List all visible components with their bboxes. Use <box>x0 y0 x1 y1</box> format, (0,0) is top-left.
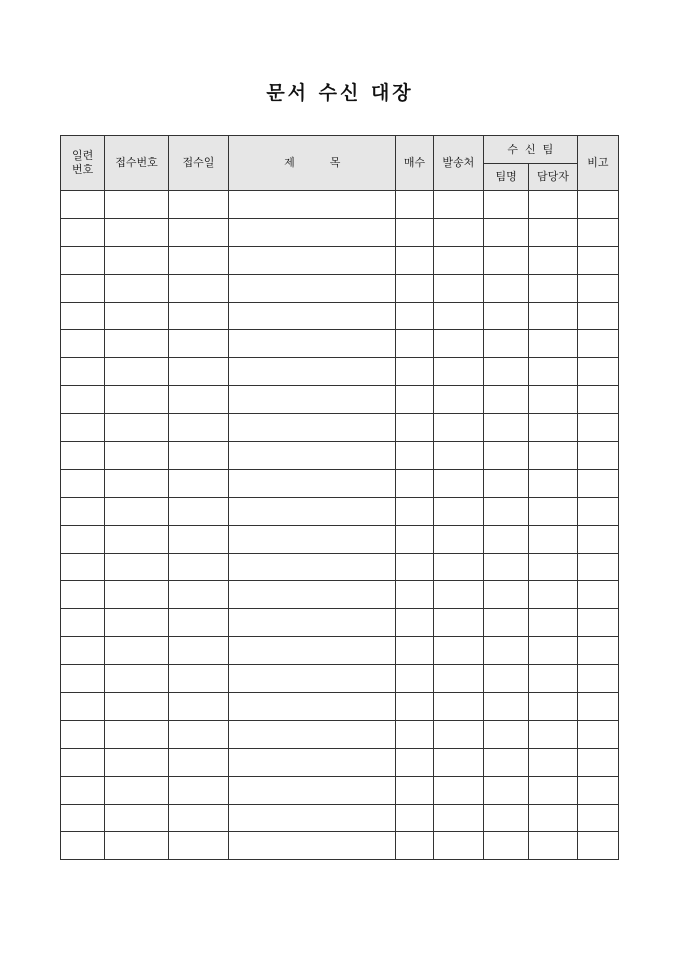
cell-subject[interactable] <box>229 720 396 748</box>
cell-person-in-charge[interactable] <box>529 218 577 246</box>
cell-subject[interactable] <box>229 442 396 470</box>
table-row <box>61 497 619 525</box>
cell-subject[interactable] <box>229 776 396 804</box>
table-row <box>61 358 619 386</box>
cell-person-in-charge[interactable] <box>529 302 577 330</box>
cell-subject[interactable] <box>229 832 396 860</box>
cell-receipt-number[interactable] <box>105 525 168 553</box>
cell-receipt-date[interactable] <box>168 497 228 525</box>
table-row <box>61 776 619 804</box>
cell-team-name[interactable] <box>484 776 529 804</box>
cell-remarks[interactable] <box>577 553 618 581</box>
cell-receipt-date[interactable] <box>168 330 228 358</box>
cell-remarks[interactable] <box>577 330 618 358</box>
cell-subject[interactable] <box>229 274 396 302</box>
cell-remarks[interactable] <box>577 776 618 804</box>
cell-person-in-charge[interactable] <box>529 442 577 470</box>
table-header <box>61 136 619 191</box>
cell-subject[interactable] <box>229 246 396 274</box>
cell-sheet-count[interactable] <box>396 386 433 414</box>
cell-remarks[interactable] <box>577 218 618 246</box>
cell-sheet-count[interactable] <box>396 693 433 721</box>
cell-serial-number[interactable] <box>61 832 105 860</box>
cell-team-name[interactable] <box>484 832 529 860</box>
cell-team-name[interactable] <box>484 553 529 581</box>
cell-serial-number[interactable] <box>61 330 105 358</box>
table-row <box>61 246 619 274</box>
cell-person-in-charge[interactable] <box>529 832 577 860</box>
cell-receipt-date[interactable] <box>168 665 228 693</box>
cell-receipt-number[interactable] <box>105 553 168 581</box>
table-row <box>61 386 619 414</box>
cell-person-in-charge[interactable] <box>529 553 577 581</box>
cell-serial-number[interactable] <box>61 804 105 832</box>
cell-receipt-number[interactable] <box>105 665 168 693</box>
cell-sender[interactable] <box>433 637 483 665</box>
cell-receipt-date[interactable] <box>168 414 228 442</box>
cell-subject[interactable] <box>229 191 396 219</box>
cell-person-in-charge[interactable] <box>529 274 577 302</box>
cell-receipt-number[interactable] <box>105 246 168 274</box>
header-subject: 제 목 <box>229 136 396 191</box>
cell-team-name[interactable] <box>484 720 529 748</box>
cell-person-in-charge[interactable] <box>529 469 577 497</box>
cell-receipt-number[interactable] <box>105 442 168 470</box>
header-receipt-date: 접수일 <box>168 136 228 191</box>
cell-receipt-number[interactable] <box>105 330 168 358</box>
table-row <box>61 665 619 693</box>
cell-remarks[interactable] <box>577 442 618 470</box>
cell-serial-number[interactable] <box>61 748 105 776</box>
cell-receipt-number[interactable] <box>105 274 168 302</box>
cell-team-name[interactable] <box>484 609 529 637</box>
cell-serial-number[interactable] <box>61 218 105 246</box>
cell-sheet-count[interactable] <box>396 358 433 386</box>
cell-team-name[interactable] <box>484 469 529 497</box>
cell-receipt-number[interactable] <box>105 693 168 721</box>
table-row <box>61 553 619 581</box>
cell-person-in-charge[interactable] <box>529 358 577 386</box>
table-row <box>61 748 619 776</box>
cell-receipt-date[interactable] <box>168 804 228 832</box>
cell-sheet-count[interactable] <box>396 637 433 665</box>
cell-remarks[interactable] <box>577 804 618 832</box>
cell-subject[interactable] <box>229 553 396 581</box>
cell-subject[interactable] <box>229 469 396 497</box>
cell-sheet-count[interactable] <box>396 414 433 442</box>
cell-person-in-charge[interactable] <box>529 804 577 832</box>
cell-sender[interactable] <box>433 218 483 246</box>
cell-receipt-number[interactable] <box>105 302 168 330</box>
cell-person-in-charge[interactable] <box>529 776 577 804</box>
cell-sheet-count[interactable] <box>396 442 433 470</box>
cell-remarks[interactable] <box>577 414 618 442</box>
cell-sheet-count[interactable] <box>396 302 433 330</box>
cell-receipt-number[interactable] <box>105 191 168 219</box>
cell-sheet-count[interactable] <box>396 581 433 609</box>
cell-remarks[interactable] <box>577 274 618 302</box>
cell-receipt-date[interactable] <box>168 302 228 330</box>
cell-receipt-number[interactable] <box>105 637 168 665</box>
cell-team-name[interactable] <box>484 581 529 609</box>
table-row <box>61 720 619 748</box>
table-row <box>61 191 619 219</box>
cell-subject[interactable] <box>229 804 396 832</box>
cell-sheet-count[interactable] <box>396 497 433 525</box>
cell-remarks[interactable] <box>577 581 618 609</box>
cell-receipt-number[interactable] <box>105 776 168 804</box>
cell-sender[interactable] <box>433 386 483 414</box>
cell-sheet-count[interactable] <box>396 609 433 637</box>
cell-receipt-date[interactable] <box>168 720 228 748</box>
cell-team-name[interactable] <box>484 191 529 219</box>
cell-sheet-count[interactable] <box>396 776 433 804</box>
cell-team-name[interactable] <box>484 386 529 414</box>
cell-sender[interactable] <box>433 302 483 330</box>
cell-subject[interactable] <box>229 386 396 414</box>
table-body <box>61 191 619 860</box>
cell-sender[interactable] <box>433 665 483 693</box>
cell-team-name[interactable] <box>484 274 529 302</box>
cell-receipt-number[interactable] <box>105 358 168 386</box>
table-row <box>61 693 619 721</box>
cell-serial-number[interactable] <box>61 609 105 637</box>
cell-sender[interactable] <box>433 748 483 776</box>
cell-serial-number[interactable] <box>61 358 105 386</box>
cell-serial-number[interactable] <box>61 693 105 721</box>
cell-receipt-number[interactable] <box>105 748 168 776</box>
cell-sheet-count[interactable] <box>396 553 433 581</box>
cell-person-in-charge[interactable] <box>529 191 577 219</box>
table-row <box>61 274 619 302</box>
cell-subject[interactable] <box>229 637 396 665</box>
table-row <box>61 442 619 470</box>
cell-subject[interactable] <box>229 330 396 358</box>
cell-receipt-number[interactable] <box>105 414 168 442</box>
cell-sheet-count[interactable] <box>396 469 433 497</box>
cell-sender[interactable] <box>433 191 483 219</box>
cell-sender[interactable] <box>433 330 483 358</box>
document-receipt-register-table <box>60 135 619 860</box>
cell-person-in-charge[interactable] <box>529 637 577 665</box>
cell-team-name[interactable] <box>484 218 529 246</box>
cell-serial-number[interactable] <box>61 274 105 302</box>
cell-serial-number[interactable] <box>61 386 105 414</box>
cell-team-name[interactable] <box>484 246 529 274</box>
cell-sender[interactable] <box>433 469 483 497</box>
cell-receipt-number[interactable] <box>105 386 168 414</box>
cell-receipt-number[interactable] <box>105 469 168 497</box>
table-row <box>61 609 619 637</box>
cell-sender[interactable] <box>433 442 483 470</box>
cell-receipt-date[interactable] <box>168 748 228 776</box>
cell-team-name[interactable] <box>484 665 529 693</box>
cell-subject[interactable] <box>229 609 396 637</box>
header-receipt-number: 접수번호 <box>105 136 168 191</box>
cell-remarks[interactable] <box>577 358 618 386</box>
header-team-name: 팀명 <box>484 164 529 191</box>
cell-sender[interactable] <box>433 804 483 832</box>
cell-receipt-date[interactable] <box>168 218 228 246</box>
cell-subject[interactable] <box>229 693 396 721</box>
cell-serial-number[interactable] <box>61 776 105 804</box>
cell-receipt-date[interactable] <box>168 832 228 860</box>
cell-team-name[interactable] <box>484 693 529 721</box>
cell-team-name[interactable] <box>484 804 529 832</box>
cell-sender[interactable] <box>433 414 483 442</box>
cell-subject[interactable] <box>229 581 396 609</box>
cell-sheet-count[interactable] <box>396 804 433 832</box>
cell-sender[interactable] <box>433 497 483 525</box>
cell-sheet-count[interactable] <box>396 665 433 693</box>
table-row <box>61 832 619 860</box>
table-row <box>61 414 619 442</box>
cell-subject[interactable] <box>229 497 396 525</box>
cell-remarks[interactable] <box>577 302 618 330</box>
cell-sheet-count[interactable] <box>396 720 433 748</box>
cell-subject[interactable] <box>229 302 396 330</box>
cell-remarks[interactable] <box>577 191 618 219</box>
table-row <box>61 330 619 358</box>
cell-remarks[interactable] <box>577 246 618 274</box>
cell-team-name[interactable] <box>484 525 529 553</box>
header-remarks: 비고 <box>577 136 618 191</box>
cell-team-name[interactable] <box>484 414 529 442</box>
cell-receipt-date[interactable] <box>168 469 228 497</box>
cell-serial-number[interactable] <box>61 414 105 442</box>
cell-sender[interactable] <box>433 693 483 721</box>
table-row <box>61 302 619 330</box>
cell-receipt-date[interactable] <box>168 358 228 386</box>
cell-serial-number[interactable] <box>61 637 105 665</box>
cell-receipt-date[interactable] <box>168 246 228 274</box>
cell-receipt-number[interactable] <box>105 832 168 860</box>
cell-remarks[interactable] <box>577 469 618 497</box>
cell-person-in-charge[interactable] <box>529 665 577 693</box>
header-serial-number: 일련 번호 <box>61 136 105 191</box>
header-sheet-count: 매수 <box>396 136 433 191</box>
cell-sender[interactable] <box>433 274 483 302</box>
cell-serial-number[interactable] <box>61 442 105 470</box>
cell-person-in-charge[interactable] <box>529 525 577 553</box>
cell-team-name[interactable] <box>484 330 529 358</box>
cell-remarks[interactable] <box>577 497 618 525</box>
cell-receipt-date[interactable] <box>168 693 228 721</box>
cell-serial-number[interactable] <box>61 469 105 497</box>
cell-remarks[interactable] <box>577 720 618 748</box>
cell-receipt-number[interactable] <box>105 581 168 609</box>
table-row <box>61 469 619 497</box>
cell-sheet-count[interactable] <box>396 330 433 358</box>
cell-sheet-count[interactable] <box>396 274 433 302</box>
cell-person-in-charge[interactable] <box>529 497 577 525</box>
cell-sheet-count[interactable] <box>396 218 433 246</box>
cell-remarks[interactable] <box>577 525 618 553</box>
cell-receipt-date[interactable] <box>168 553 228 581</box>
cell-remarks[interactable] <box>577 609 618 637</box>
cell-receipt-date[interactable] <box>168 637 228 665</box>
cell-remarks[interactable] <box>577 748 618 776</box>
cell-receipt-date[interactable] <box>168 442 228 470</box>
cell-sender[interactable] <box>433 525 483 553</box>
cell-subject[interactable] <box>229 525 396 553</box>
cell-person-in-charge[interactable] <box>529 748 577 776</box>
cell-receipt-number[interactable] <box>105 497 168 525</box>
cell-sender[interactable] <box>433 609 483 637</box>
header-sender: 발송처 <box>433 136 483 191</box>
cell-remarks[interactable] <box>577 386 618 414</box>
cell-subject[interactable] <box>229 665 396 693</box>
cell-person-in-charge[interactable] <box>529 246 577 274</box>
cell-sender[interactable] <box>433 553 483 581</box>
table-row <box>61 525 619 553</box>
cell-person-in-charge[interactable] <box>529 386 577 414</box>
cell-team-name[interactable] <box>484 637 529 665</box>
cell-team-name[interactable] <box>484 302 529 330</box>
cell-person-in-charge[interactable] <box>529 581 577 609</box>
cell-receipt-number[interactable] <box>105 218 168 246</box>
cell-sender[interactable] <box>433 776 483 804</box>
header-person-in-charge: 담당자 <box>529 164 577 191</box>
cell-remarks[interactable] <box>577 832 618 860</box>
cell-serial-number[interactable] <box>61 497 105 525</box>
cell-sheet-count[interactable] <box>396 748 433 776</box>
table-row <box>61 218 619 246</box>
cell-receipt-number[interactable] <box>105 609 168 637</box>
cell-sheet-count[interactable] <box>396 246 433 274</box>
cell-person-in-charge[interactable] <box>529 609 577 637</box>
cell-serial-number[interactable] <box>61 553 105 581</box>
cell-sender[interactable] <box>433 720 483 748</box>
cell-serial-number[interactable] <box>61 525 105 553</box>
cell-serial-number[interactable] <box>61 581 105 609</box>
cell-team-name[interactable] <box>484 442 529 470</box>
cell-subject[interactable] <box>229 748 396 776</box>
cell-serial-number[interactable] <box>61 302 105 330</box>
cell-receipt-date[interactable] <box>168 581 228 609</box>
cell-subject[interactable] <box>229 414 396 442</box>
cell-person-in-charge[interactable] <box>529 414 577 442</box>
cell-receipt-date[interactable] <box>168 609 228 637</box>
cell-team-name[interactable] <box>484 497 529 525</box>
cell-serial-number[interactable] <box>61 246 105 274</box>
cell-sender[interactable] <box>433 832 483 860</box>
document-title: 문서 수신 대장 <box>266 82 414 104</box>
cell-team-name[interactable] <box>484 358 529 386</box>
cell-subject[interactable] <box>229 218 396 246</box>
cell-receipt-number[interactable] <box>105 804 168 832</box>
cell-person-in-charge[interactable] <box>529 720 577 748</box>
cell-sender[interactable] <box>433 358 483 386</box>
cell-person-in-charge[interactable] <box>529 693 577 721</box>
cell-sender[interactable] <box>433 581 483 609</box>
cell-remarks[interactable] <box>577 693 618 721</box>
cell-serial-number[interactable] <box>61 191 105 219</box>
cell-receipt-date[interactable] <box>168 776 228 804</box>
cell-receipt-number[interactable] <box>105 720 168 748</box>
cell-subject[interactable] <box>229 358 396 386</box>
header-receiving-team: 수 신 팀 <box>484 136 578 164</box>
cell-receipt-date[interactable] <box>168 386 228 414</box>
cell-receipt-date[interactable] <box>168 191 228 219</box>
cell-receipt-date[interactable] <box>168 525 228 553</box>
cell-sender[interactable] <box>433 246 483 274</box>
cell-remarks[interactable] <box>577 665 618 693</box>
table-row <box>61 637 619 665</box>
cell-person-in-charge[interactable] <box>529 330 577 358</box>
cell-sheet-count[interactable] <box>396 525 433 553</box>
cell-remarks[interactable] <box>577 637 618 665</box>
cell-serial-number[interactable] <box>61 665 105 693</box>
table-row <box>61 581 619 609</box>
cell-team-name[interactable] <box>484 748 529 776</box>
table-row <box>61 804 619 832</box>
cell-sheet-count[interactable] <box>396 832 433 860</box>
cell-serial-number[interactable] <box>61 720 105 748</box>
cell-receipt-date[interactable] <box>168 274 228 302</box>
cell-sheet-count[interactable] <box>396 191 433 219</box>
